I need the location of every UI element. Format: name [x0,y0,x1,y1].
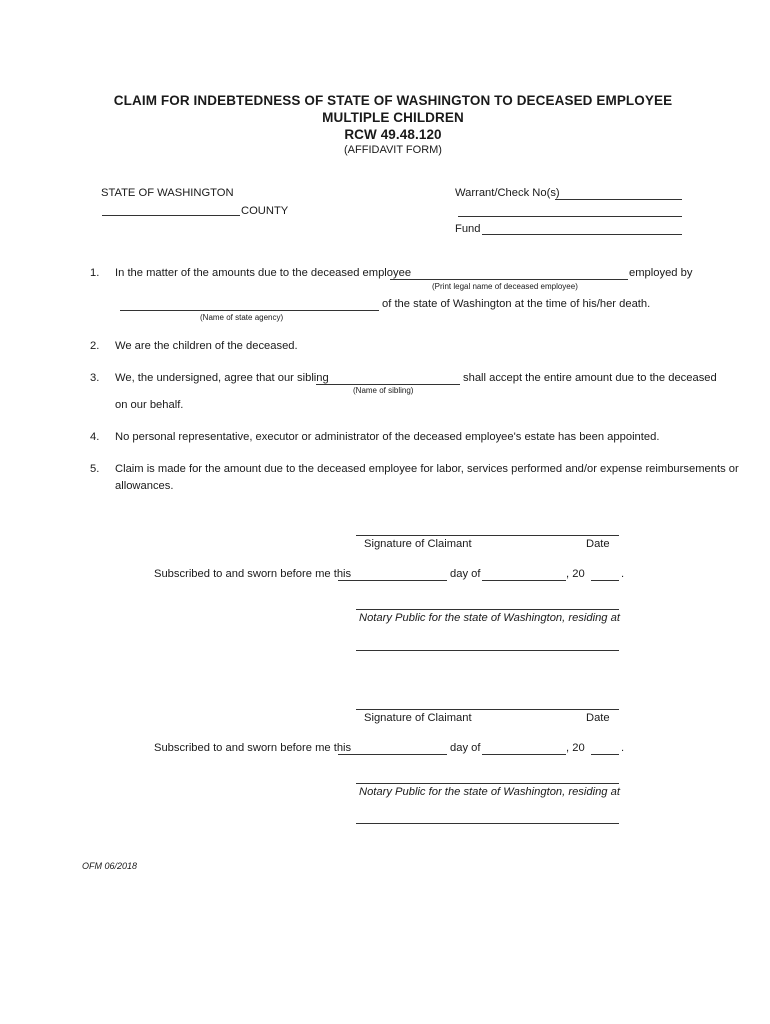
sworn-text: Subscribed to and sworn before me this [154,568,352,580]
sibling-name-line[interactable] [316,384,460,385]
notary-signature-line[interactable] [356,783,619,784]
day-of-text: day of [450,742,481,754]
notary-residence-line[interactable] [356,823,619,824]
date-label: Date [586,538,610,550]
state-agency-line[interactable] [120,310,379,311]
state-agency-caption: (Name of state agency) [200,313,284,322]
item1-text: In the matter of the amounts due to the deceased employee [115,267,412,279]
item-number: 2. [90,340,100,352]
warrant-line[interactable] [555,199,682,200]
sworn-year-line[interactable] [591,580,619,581]
notary-label: Notary Public for the state of Washington, residing at [359,786,620,798]
sworn-month-line[interactable] [482,580,566,581]
period-text: . [621,568,625,580]
item3-text-c: on our behalf. [115,399,184,411]
form-title-line2: MULTIPLE CHILDREN [322,110,464,125]
fund-line[interactable] [482,234,682,235]
sworn-month-line[interactable] [482,754,566,755]
year-prefix: , 20 [566,742,585,754]
sworn-day-line[interactable] [338,754,447,755]
signature-label: Signature of Claimant [364,712,472,724]
county-label: COUNTY [241,205,289,217]
item3-text: We, the undersigned, agree that our sibling [115,372,329,384]
sworn-year-line[interactable] [591,754,619,755]
signature-label: Signature of Claimant [364,538,472,550]
sibling-name-caption: (Name of sibling) [353,386,414,395]
form-code: OFM 06/2018 [82,861,138,871]
item1-text-continued: of the state of Washington at the time of his/her death. [382,298,651,310]
item2-text: We are the children of the deceased. [115,340,298,352]
period-text: . [621,742,625,754]
state-label: STATE OF WASHINGTON [101,187,234,199]
county-line[interactable] [102,215,240,216]
deceased-name-caption: (Print legal name of deceased employee) [432,282,578,291]
sworn-text: Subscribed to and sworn before me this [154,742,352,754]
item4-text: No personal representative, executor or administrator of the deceased employee's estate has been appointed. [115,431,660,443]
item3-text-b: shall accept the entire amount due to the deceased [463,372,717,384]
year-prefix: , 20 [566,568,585,580]
notary-label: Notary Public for the state of Washington, residing at [359,612,620,624]
notary-signature-line[interactable] [356,609,619,610]
fund-label: Fund [455,223,481,235]
item-number: 4. [90,431,100,443]
day-of-text: day of [450,568,481,580]
form-type-label: (AFFIDAVIT FORM) [344,144,442,156]
form-title-line3: RCW 49.48.120 [344,127,442,142]
warrant-line-2[interactable] [458,216,682,217]
claimant-signature-line[interactable] [356,709,619,710]
employed-by-text: employed by [629,267,693,279]
date-label: Date [586,712,610,724]
item-number: 3. [90,372,100,384]
warrant-label: Warrant/Check No(s) [455,187,560,199]
item-number: 5. [90,463,100,475]
form-title-line1: CLAIM FOR INDEBTEDNESS OF STATE OF WASHINGTON TO DECEASED EMPLOYEE [113,93,673,108]
claimant-signature-line[interactable] [356,535,619,536]
notary-residence-line[interactable] [356,650,619,651]
item5-text: Claim is made for the amount due to the deceased employee for labor, services performed and/or expense reimbursements or [115,463,739,475]
item-number: 1. [90,267,100,279]
deceased-name-line[interactable] [390,279,628,280]
item5-text-b: allowances. [115,480,174,492]
sworn-day-line[interactable] [338,580,447,581]
